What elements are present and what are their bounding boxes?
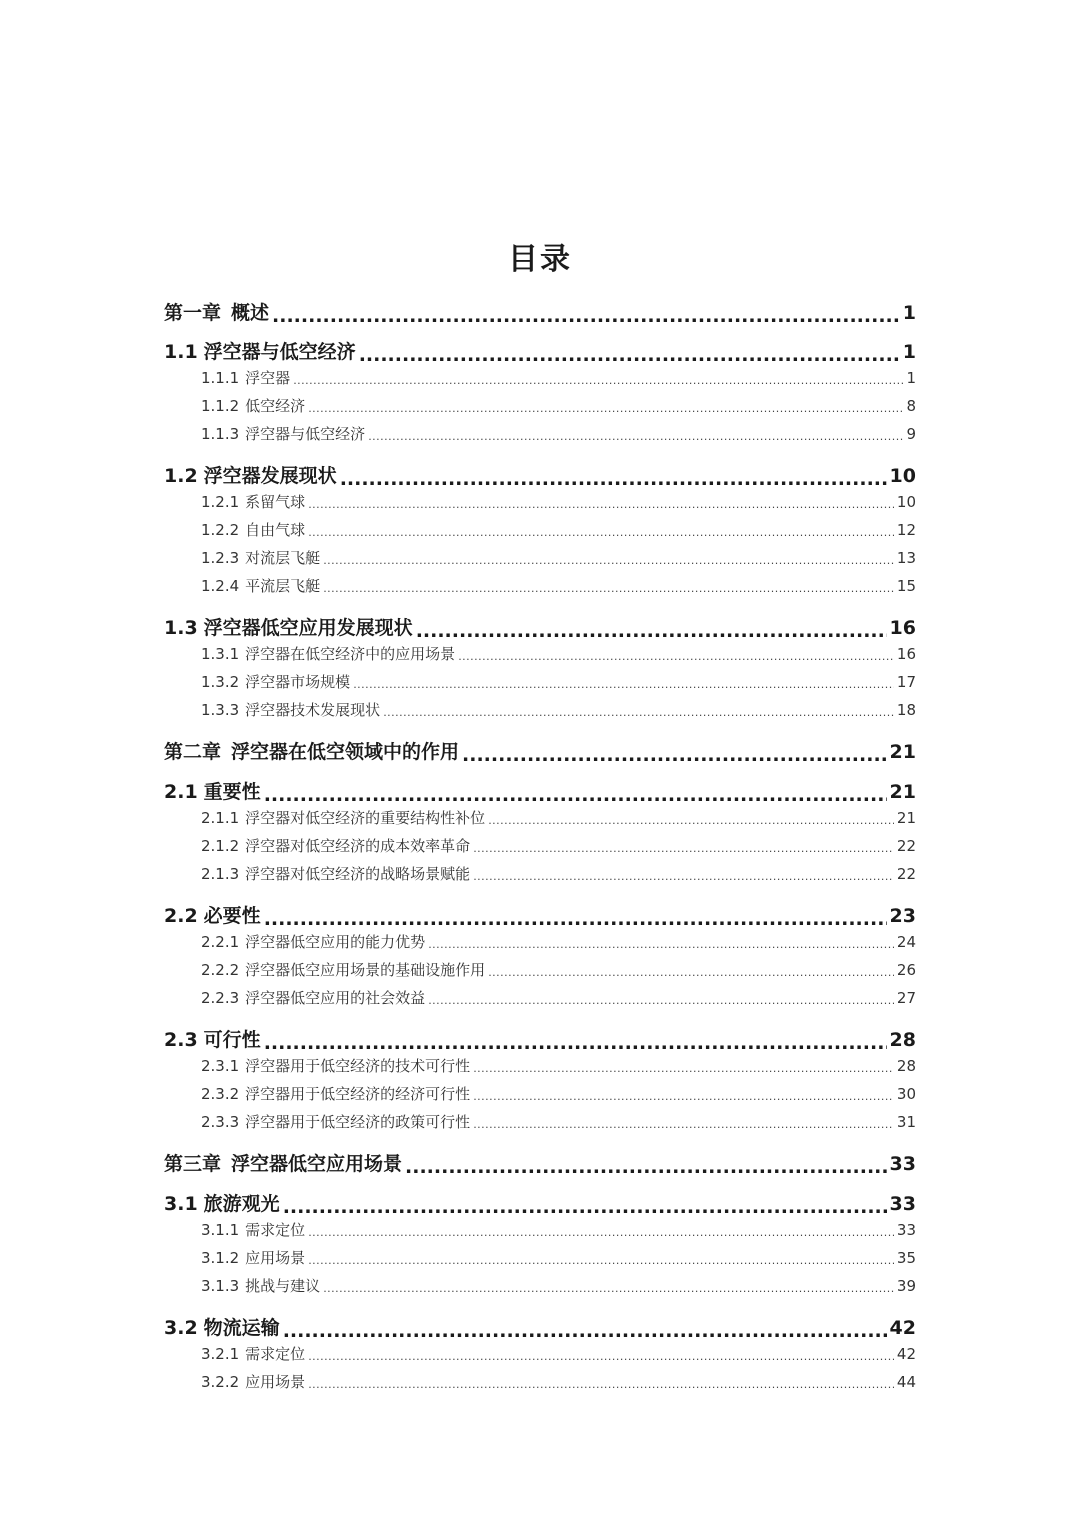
toc-entry-label: 浮空器发展现状	[203, 465, 337, 487]
toc-entry-label: 必要性	[203, 905, 261, 927]
toc-entry-page-number: 23	[889, 905, 916, 927]
toc-entry-level-3[interactable]	[201, 863, 916, 885]
toc-entry-label: 可行性	[203, 1029, 261, 1051]
toc-entry-page-number: 22	[896, 837, 916, 855]
toc-entry-label: 挑战与建议	[245, 1277, 321, 1295]
toc-entry-level-2[interactable]	[164, 338, 916, 366]
toc-entry-label: 浮空器低空应用的能力优势	[245, 933, 426, 951]
toc-entry-number: 1.3.2	[201, 673, 240, 691]
toc-entry-number: 2.2.3	[201, 989, 240, 1007]
toc-entry-page-number: 31	[896, 1113, 916, 1131]
toc-entry-label: 浮空器对低空经济的战略场景赋能	[245, 865, 471, 883]
toc-entry-level-3[interactable]	[201, 931, 916, 953]
dot-leader	[428, 937, 894, 953]
dot-leader	[353, 677, 894, 693]
toc-entry-number: 1.2	[164, 465, 198, 487]
toc-entry-label: 浮空器用于低空经济的政策可行性	[245, 1113, 471, 1131]
toc-entry-label: 需求定位	[245, 1221, 306, 1239]
toc-entry-label: 重要性	[203, 781, 261, 803]
toc-entry-label: 概述	[231, 302, 270, 324]
toc-entry-label: 浮空器低空应用场景的基础设施作用	[245, 961, 486, 979]
toc-entry-page-number: 22	[896, 865, 916, 883]
dot-leader	[264, 1032, 887, 1054]
dot-leader	[473, 1089, 894, 1105]
toc-entry-level-3[interactable]	[201, 671, 916, 693]
toc-entry-number: 第三章	[164, 1153, 222, 1175]
toc-entry-number: 3.2.2	[201, 1373, 240, 1391]
toc-entry-page-number: 8	[906, 397, 916, 415]
toc-entry-level-3[interactable]	[201, 423, 916, 445]
toc-entry-label: 系留气球	[245, 493, 306, 511]
toc-entry-label: 浮空器在低空经济中的应用场景	[245, 645, 456, 663]
toc-entry-level-3[interactable]	[201, 1111, 916, 1133]
toc-entry-number: 3.2	[164, 1317, 198, 1339]
toc-entry-page-number: 44	[896, 1373, 916, 1391]
dot-leader	[264, 908, 887, 930]
dot-leader	[368, 429, 903, 445]
toc-entry-level-3[interactable]	[201, 807, 916, 829]
dot-leader	[405, 1156, 887, 1178]
toc-entry-number: 2.3.3	[201, 1113, 240, 1131]
dot-leader	[293, 373, 903, 389]
toc-entry-label: 物流运输	[203, 1317, 280, 1339]
toc-entry-number: 1.3	[164, 617, 198, 639]
toc-entry-level-2[interactable]	[164, 614, 916, 642]
toc-entry-number: 1.1.2	[201, 397, 240, 415]
toc-entry-label: 浮空器对低空经济的成本效率革命	[245, 837, 471, 855]
toc-entry-number: 3.1.1	[201, 1221, 240, 1239]
toc-entry-label: 浮空器与低空经济	[203, 341, 356, 363]
toc-entry-level-3[interactable]	[201, 835, 916, 857]
toc-entry-level-3[interactable]	[201, 367, 916, 389]
toc-entry-number: 1.2.1	[201, 493, 240, 511]
toc-entry-level-1[interactable]	[164, 1150, 916, 1178]
toc-entry-page-number: 21	[889, 741, 916, 763]
toc-entry-page-number: 18	[896, 701, 916, 719]
dot-leader	[283, 1320, 887, 1342]
dot-leader	[308, 401, 903, 417]
dot-leader	[428, 993, 894, 1009]
toc-entry-label: 浮空器对低空经济的重要结构性补位	[245, 809, 486, 827]
dot-leader	[473, 841, 894, 857]
toc-entry-label: 浮空器技术发展现状	[245, 701, 381, 719]
toc-entry-level-3[interactable]	[201, 519, 916, 541]
toc-entry-number: 2.3.2	[201, 1085, 240, 1103]
dot-leader	[458, 649, 894, 665]
dot-leader	[308, 525, 894, 541]
toc-entry-level-3[interactable]	[201, 959, 916, 981]
toc-entry-page-number: 21	[896, 809, 916, 827]
toc-entry-level-3[interactable]	[201, 1083, 916, 1105]
toc-entry-page-number: 16	[889, 617, 916, 639]
toc-entry-number: 1.2.4	[201, 577, 240, 595]
toc-entry-label: 平流层飞艇	[245, 577, 321, 595]
dot-leader	[272, 305, 900, 327]
toc-entry-level-1[interactable]	[164, 738, 916, 766]
toc-entry-page-number: 42	[889, 1317, 916, 1339]
toc-entry-number: 第一章	[164, 302, 222, 324]
toc-entry-level-3[interactable]	[201, 1343, 916, 1365]
toc-entry-page-number: 9	[906, 425, 916, 443]
toc-entry-page-number: 24	[896, 933, 916, 951]
dot-leader	[359, 344, 900, 366]
toc-entry-page-number: 10	[889, 465, 916, 487]
dot-leader	[383, 705, 894, 721]
toc-entry-level-3[interactable]	[201, 643, 916, 665]
toc-entry-number: 3.2.1	[201, 1345, 240, 1363]
toc-entry-number: 2.3.1	[201, 1057, 240, 1075]
toc-entry-label: 低空经济	[245, 397, 306, 415]
dot-leader	[340, 468, 887, 490]
toc-entry-level-2[interactable]	[164, 778, 916, 806]
toc-entry-number: 1.2.2	[201, 521, 240, 539]
toc-entry-number: 2.1	[164, 781, 198, 803]
toc-entry-number: 1.1.1	[201, 369, 240, 387]
toc-entry-level-2[interactable]	[164, 1026, 916, 1054]
toc-entry-level-2[interactable]	[164, 462, 916, 490]
toc-entry-level-1[interactable]	[164, 299, 916, 327]
toc-entry-label: 浮空器市场规模	[245, 673, 351, 691]
dot-leader	[264, 784, 887, 806]
dot-leader	[308, 1377, 894, 1393]
dot-leader	[488, 813, 894, 829]
toc-entry-page-number: 33	[889, 1193, 916, 1215]
toc-entry-level-3[interactable]	[201, 699, 916, 721]
dot-leader	[323, 553, 894, 569]
toc-entry-level-2[interactable]	[164, 1314, 916, 1342]
toc-entry-number: 第二章	[164, 741, 222, 763]
dot-leader	[473, 869, 894, 885]
toc-entry-number: 2.3	[164, 1029, 198, 1051]
toc-entry-level-3[interactable]	[201, 1371, 916, 1393]
toc-entry-page-number: 16	[896, 645, 916, 663]
toc-entry-page-number: 27	[896, 989, 916, 1007]
toc-entry-label: 浮空器	[245, 369, 291, 387]
page-title: 目录	[508, 242, 572, 277]
toc-entry-label: 浮空器用于低空经济的经济可行性	[245, 1085, 471, 1103]
toc-entry-page-number: 13	[896, 549, 916, 567]
dot-leader	[473, 1117, 894, 1133]
toc-entry-page-number: 33	[896, 1221, 916, 1239]
toc-entry-level-3[interactable]	[201, 1219, 916, 1241]
toc-entry-number: 2.2	[164, 905, 198, 927]
toc-entry-number: 1.3.3	[201, 701, 240, 719]
toc-entry-page-number: 1	[902, 341, 916, 363]
toc-entry-number: 3.1	[164, 1193, 198, 1215]
toc-entry-label: 应用场景	[245, 1249, 306, 1267]
toc-entry-number: 3.1.3	[201, 1277, 240, 1295]
toc-entry-page-number: 28	[889, 1029, 916, 1051]
toc-entry-page-number: 33	[889, 1153, 916, 1175]
dot-leader	[308, 497, 894, 513]
toc-entry-label: 浮空器低空应用场景	[231, 1153, 403, 1175]
toc-entry-level-2[interactable]	[164, 902, 916, 930]
dot-leader	[473, 1061, 894, 1077]
toc-entry-number: 2.2.1	[201, 933, 240, 951]
dot-leader	[308, 1253, 894, 1269]
toc-entry-page-number: 10	[896, 493, 916, 511]
toc-entry-page-number: 15	[896, 577, 916, 595]
toc-entry-page-number: 17	[896, 673, 916, 691]
toc-entry-number: 3.1.2	[201, 1249, 240, 1267]
toc-entry-page-number: 21	[889, 781, 916, 803]
toc-entry-page-number: 1	[906, 369, 916, 387]
toc-entry-page-number: 1	[902, 302, 916, 324]
toc-entry-page-number: 26	[896, 961, 916, 979]
toc-entry-number: 1.1.3	[201, 425, 240, 443]
toc-entry-page-number: 35	[896, 1249, 916, 1267]
dot-leader	[323, 1281, 894, 1297]
dot-leader	[488, 965, 894, 981]
toc-entry-level-3[interactable]	[201, 1247, 916, 1269]
toc-entry-number: 2.1.3	[201, 865, 240, 883]
dot-leader	[462, 744, 887, 766]
toc-entry-level-3[interactable]	[201, 1055, 916, 1077]
toc-entry-page-number: 12	[896, 521, 916, 539]
toc-entry-number: 2.1.1	[201, 809, 240, 827]
toc-entry-level-3[interactable]	[201, 395, 916, 417]
toc-entry-label: 应用场景	[245, 1373, 306, 1391]
toc-entry-page-number: 30	[896, 1085, 916, 1103]
toc-entry-page-number: 39	[896, 1277, 916, 1295]
toc-entry-level-2[interactable]	[164, 1190, 916, 1218]
toc-entry-level-3[interactable]	[201, 491, 916, 513]
dot-leader	[283, 1196, 887, 1218]
toc-entry-level-3[interactable]	[201, 547, 916, 569]
toc-entry-label: 自由气球	[245, 521, 306, 539]
toc-entry-number: 2.1.2	[201, 837, 240, 855]
toc-entry-level-3[interactable]	[201, 1275, 916, 1297]
toc-entry-label: 浮空器用于低空经济的技术可行性	[245, 1057, 471, 1075]
toc-entry-label: 浮空器低空应用的社会效益	[245, 989, 426, 1007]
toc-entry-label: 旅游观光	[203, 1193, 280, 1215]
toc-entry-number: 1.1	[164, 341, 198, 363]
toc-entry-number: 1.2.3	[201, 549, 240, 567]
toc-entry-number: 2.2.2	[201, 961, 240, 979]
dot-leader	[416, 620, 887, 642]
dot-leader	[308, 1225, 894, 1241]
toc-entry-label: 浮空器在低空领域中的作用	[231, 741, 460, 763]
toc-entry-page-number: 42	[896, 1345, 916, 1363]
toc-entry-level-3[interactable]	[201, 575, 916, 597]
toc-entry-label: 浮空器低空应用发展现状	[203, 617, 413, 639]
toc-entry-label: 对流层飞艇	[245, 549, 321, 567]
dot-leader	[308, 1349, 894, 1365]
toc-entry-label: 需求定位	[245, 1345, 306, 1363]
dot-leader	[323, 581, 894, 597]
toc-entry-label: 浮空器与低空经济	[245, 425, 366, 443]
toc-entry-page-number: 28	[896, 1057, 916, 1075]
toc-entry-level-3[interactable]	[201, 987, 916, 1009]
toc-entry-number: 1.3.1	[201, 645, 240, 663]
